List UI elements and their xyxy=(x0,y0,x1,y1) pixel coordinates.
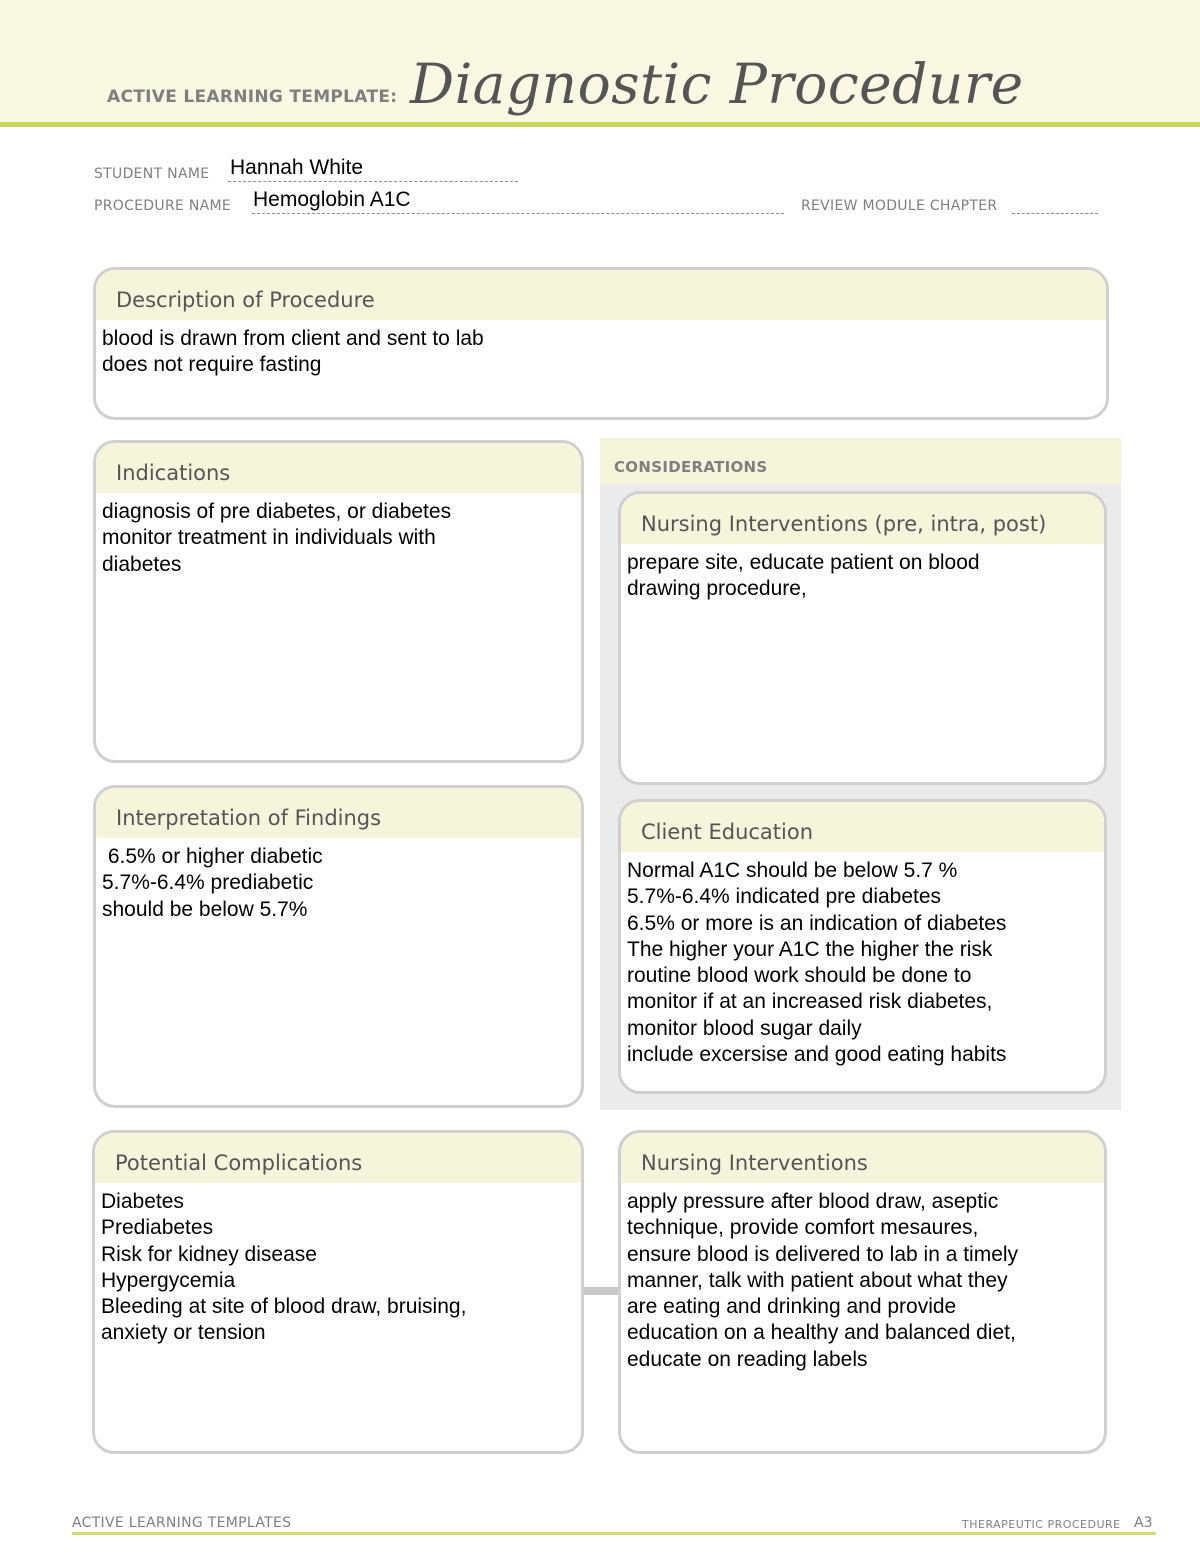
review-module-field[interactable] xyxy=(1012,213,1098,214)
description-card xyxy=(93,267,1109,420)
nursing-interventions-title: Nursing Interventions xyxy=(621,1133,1104,1183)
description-text[interactable]: blood is drawn from client and sent to lab does not require fasting xyxy=(102,327,484,377)
nursing-interventions-pip-text[interactable]: prepare site, educate patient on blood drawing procedure, xyxy=(627,551,980,601)
indications-card xyxy=(93,440,584,763)
footer-page-number: A3 xyxy=(1134,1515,1153,1531)
footer-left-label: ACTIVE LEARNING TEMPLATES xyxy=(72,1515,292,1531)
description-title: Description of Procedure xyxy=(96,270,1106,320)
template-label: ACTIVE LEARNING TEMPLATE: xyxy=(107,87,398,107)
nursing-interventions-pip-title: Nursing Interventions (pre, intra, post) xyxy=(621,494,1104,544)
card-connector xyxy=(582,1287,622,1295)
indications-text[interactable]: diagnosis of pre diabetes, or diabetes monitor treatment in individuals with diabetes xyxy=(102,500,452,576)
header-divider xyxy=(0,122,1200,127)
complications-title: Potential Complications xyxy=(95,1133,581,1183)
page-title: Diagnostic Procedure xyxy=(410,52,1024,116)
interpretation-card xyxy=(93,785,584,1108)
footer-divider xyxy=(72,1532,1156,1535)
student-name-field[interactable]: Hannah White xyxy=(230,156,364,179)
interpretation-title: Interpretation of Findings xyxy=(96,788,581,838)
considerations-label: CONSIDERATIONS xyxy=(614,458,768,476)
complications-text[interactable]: Diabetes Prediabetes Risk for kidney disease Hypergycemia Bleeding at site of blood draw, bruising, anxiety or tension xyxy=(101,1190,467,1345)
nursing-interventions-card xyxy=(618,1130,1107,1454)
student-name-line xyxy=(228,181,518,182)
procedure-name-label: PROCEDURE NAME xyxy=(94,198,232,214)
review-module-label: REVIEW MODULE CHAPTER xyxy=(801,198,998,214)
interpretation-text[interactable]: 6.5% or higher diabetic 5.7%-6.4% prediabetic should be below 5.7% xyxy=(102,845,323,921)
indications-title: Indications xyxy=(96,443,581,493)
nursing-interventions-text[interactable]: apply pressure after blood draw, aseptic technique, provide comfort mesaures, ensure blood is delivered to lab in a timely manner, talk with patient about what they are eating and drinking and provide education on a healthy and balanced diet, educate on reading labels xyxy=(627,1190,1019,1371)
nursing-interventions-pip-card xyxy=(618,491,1107,785)
procedure-name-field[interactable]: Hemoglobin A1C xyxy=(253,188,411,211)
client-education-card xyxy=(618,799,1107,1094)
student-name-label: STUDENT NAME xyxy=(94,166,210,182)
footer-right-label: THERAPEUTIC PROCEDURE xyxy=(962,1518,1121,1531)
procedure-name-line xyxy=(252,213,784,214)
client-education-title: Client Education xyxy=(621,802,1104,852)
complications-card xyxy=(92,1130,584,1454)
client-education-text[interactable]: Normal A1C should be below 5.7 % 5.7%-6.4% indicated pre diabetes 6.5% or more is an indication of diabetes The higher your A1C the higher the risk routine blood work should be done to monitor if at an increased risk diabetes, monitor blood sugar daily include excersise and good eating habits xyxy=(627,859,1007,1067)
